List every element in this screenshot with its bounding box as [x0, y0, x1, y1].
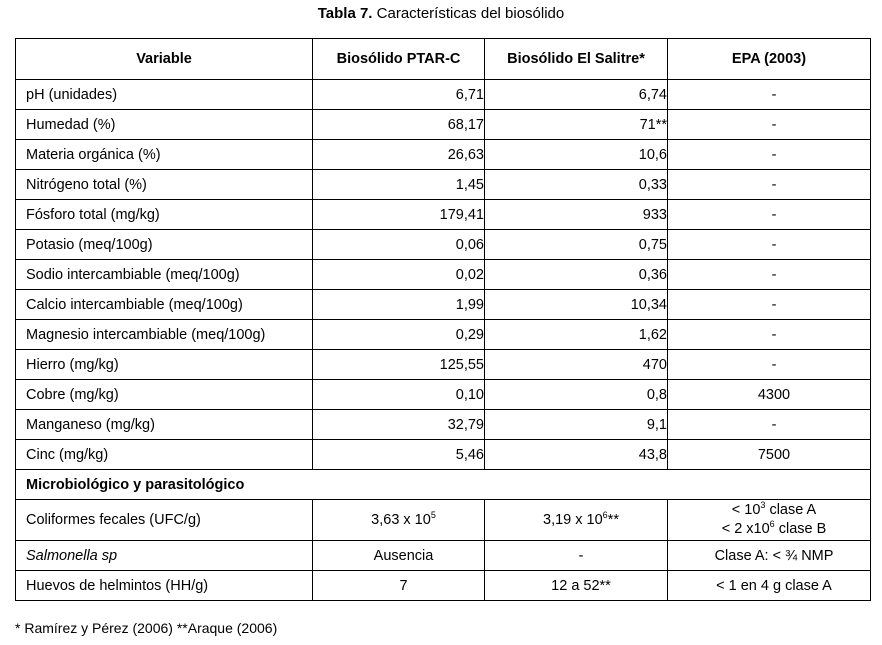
cell-epa: -: [668, 200, 871, 230]
cell-epa: < 1 en 4 g clase A: [668, 571, 871, 601]
table-row: [16, 410, 871, 440]
cell-epa: -: [668, 170, 871, 200]
table-row: [16, 380, 871, 410]
cell-salitre: 1,62: [485, 320, 668, 350]
cell-ptar: 0,29: [313, 320, 485, 350]
table-caption: [0, 5, 882, 23]
cell-ptar: 179,41: [313, 200, 485, 230]
cell-variable: Sodio intercambiable (meq/100g): [16, 260, 313, 290]
cell-variable: Manganeso (mg/kg): [16, 410, 313, 440]
header-epa: EPA (2003): [668, 39, 871, 80]
cell-variable: pH (unidades): [16, 80, 313, 110]
cell-salitre: 10,6: [485, 140, 668, 170]
cell-variable: Humedad (%): [16, 110, 313, 140]
cell-salitre: 3,19 x $10^6**$: [485, 500, 668, 541]
cell-epa: < $10^3$ clase A < 2 $x10^6$ clase B: [668, 500, 871, 541]
cell-salitre: -: [485, 541, 668, 571]
cell-epa: -: [668, 140, 871, 170]
footnote: * Ramírez y Pérez (2006) **Araque (2006): [15, 620, 278, 636]
table-row: [16, 320, 871, 350]
cell-salitre: 933: [485, 200, 668, 230]
cell-salitre: 9,1: [485, 410, 668, 440]
cell-variable: Salmonella sp: [16, 541, 313, 571]
table-row: [16, 200, 871, 230]
cell-ptar: 125,55: [313, 350, 485, 380]
table-row: [16, 500, 871, 541]
cell-ptar: 0,06: [313, 230, 485, 260]
cell-salitre: 0,36: [485, 260, 668, 290]
table-row: [16, 290, 871, 320]
cell-epa: -: [668, 230, 871, 260]
section-row: [16, 470, 871, 500]
cell-salitre: 12 a 52**: [485, 571, 668, 601]
cell-ptar: Ausencia: [313, 541, 485, 571]
cell-salitre: 0,75: [485, 230, 668, 260]
header-row: [16, 39, 871, 80]
cell-variable: Cobre (mg/kg): [16, 380, 313, 410]
cell-epa: -: [668, 350, 871, 380]
caption-text: Características del biosólido: [376, 5, 565, 22]
cell-epa: 7500: [668, 440, 871, 470]
cell-salitre: 0,33: [485, 170, 668, 200]
cell-variable: Hierro (mg/kg): [16, 350, 313, 380]
cell-ptar: 0,02: [313, 260, 485, 290]
header-ptar: Biosólido PTAR-C: [313, 39, 485, 80]
cell-epa: Clase A: < ¾ NMP: [668, 541, 871, 571]
cell-variable: Potasio (meq/100g): [16, 230, 313, 260]
cell-ptar: 26,63: [313, 140, 485, 170]
table-row: [16, 80, 871, 110]
cell-variable: Calcio intercambiable (meq/100g): [16, 290, 313, 320]
table-row: [16, 170, 871, 200]
cell-ptar: 7: [313, 571, 485, 601]
cell-variable: Cinc (mg/kg): [16, 440, 313, 470]
cell-epa: -: [668, 410, 871, 440]
cell-variable: Nitrógeno total (%): [16, 170, 313, 200]
cell-salitre: 470: [485, 350, 668, 380]
cell-variable: Huevos de helmintos (HH/g): [16, 571, 313, 601]
cell-salitre: 10,34: [485, 290, 668, 320]
cell-ptar: 68,17: [313, 110, 485, 140]
table-body: [16, 80, 871, 601]
cell-salitre: 0,8: [485, 380, 668, 410]
cell-ptar: 1,99: [313, 290, 485, 320]
cell-salitre: 6,74: [485, 80, 668, 110]
cell-epa: -: [668, 110, 871, 140]
table-row: [16, 541, 871, 571]
cell-epa: -: [668, 80, 871, 110]
cell-ptar: 0,10: [313, 380, 485, 410]
cell-ptar: 1,45: [313, 170, 485, 200]
table-row: [16, 350, 871, 380]
cell-variable: Fósforo total (mg/kg): [16, 200, 313, 230]
cell-epa: -: [668, 290, 871, 320]
cell-salitre: 71**: [485, 110, 668, 140]
cell-epa: 4300: [668, 380, 871, 410]
cell-ptar: 5,46: [313, 440, 485, 470]
table-row: [16, 571, 871, 601]
cell-variable: Magnesio intercambiable (meq/100g): [16, 320, 313, 350]
header-salitre: Biosólido El Salitre*: [485, 39, 668, 80]
cell-ptar: 3,63 x $10^5$: [313, 500, 485, 541]
section-title: Microbiológico y parasitológico: [16, 470, 871, 500]
table-row: [16, 230, 871, 260]
cell-variable: Coliformes fecales (UFC/g): [16, 500, 313, 541]
cell-salitre: 43,8: [485, 440, 668, 470]
table-row: [16, 440, 871, 470]
table-row: [16, 140, 871, 170]
cell-ptar: 32,79: [313, 410, 485, 440]
caption-label: Tabla 7.: [317, 5, 373, 22]
biosolid-table: [15, 38, 871, 601]
cell-variable: Materia orgánica (%): [16, 140, 313, 170]
table-row: [16, 260, 871, 290]
header-variable: Variable: [16, 39, 313, 80]
cell-epa: -: [668, 320, 871, 350]
table-row: [16, 110, 871, 140]
cell-ptar: 6,71: [313, 80, 485, 110]
cell-epa: -: [668, 260, 871, 290]
